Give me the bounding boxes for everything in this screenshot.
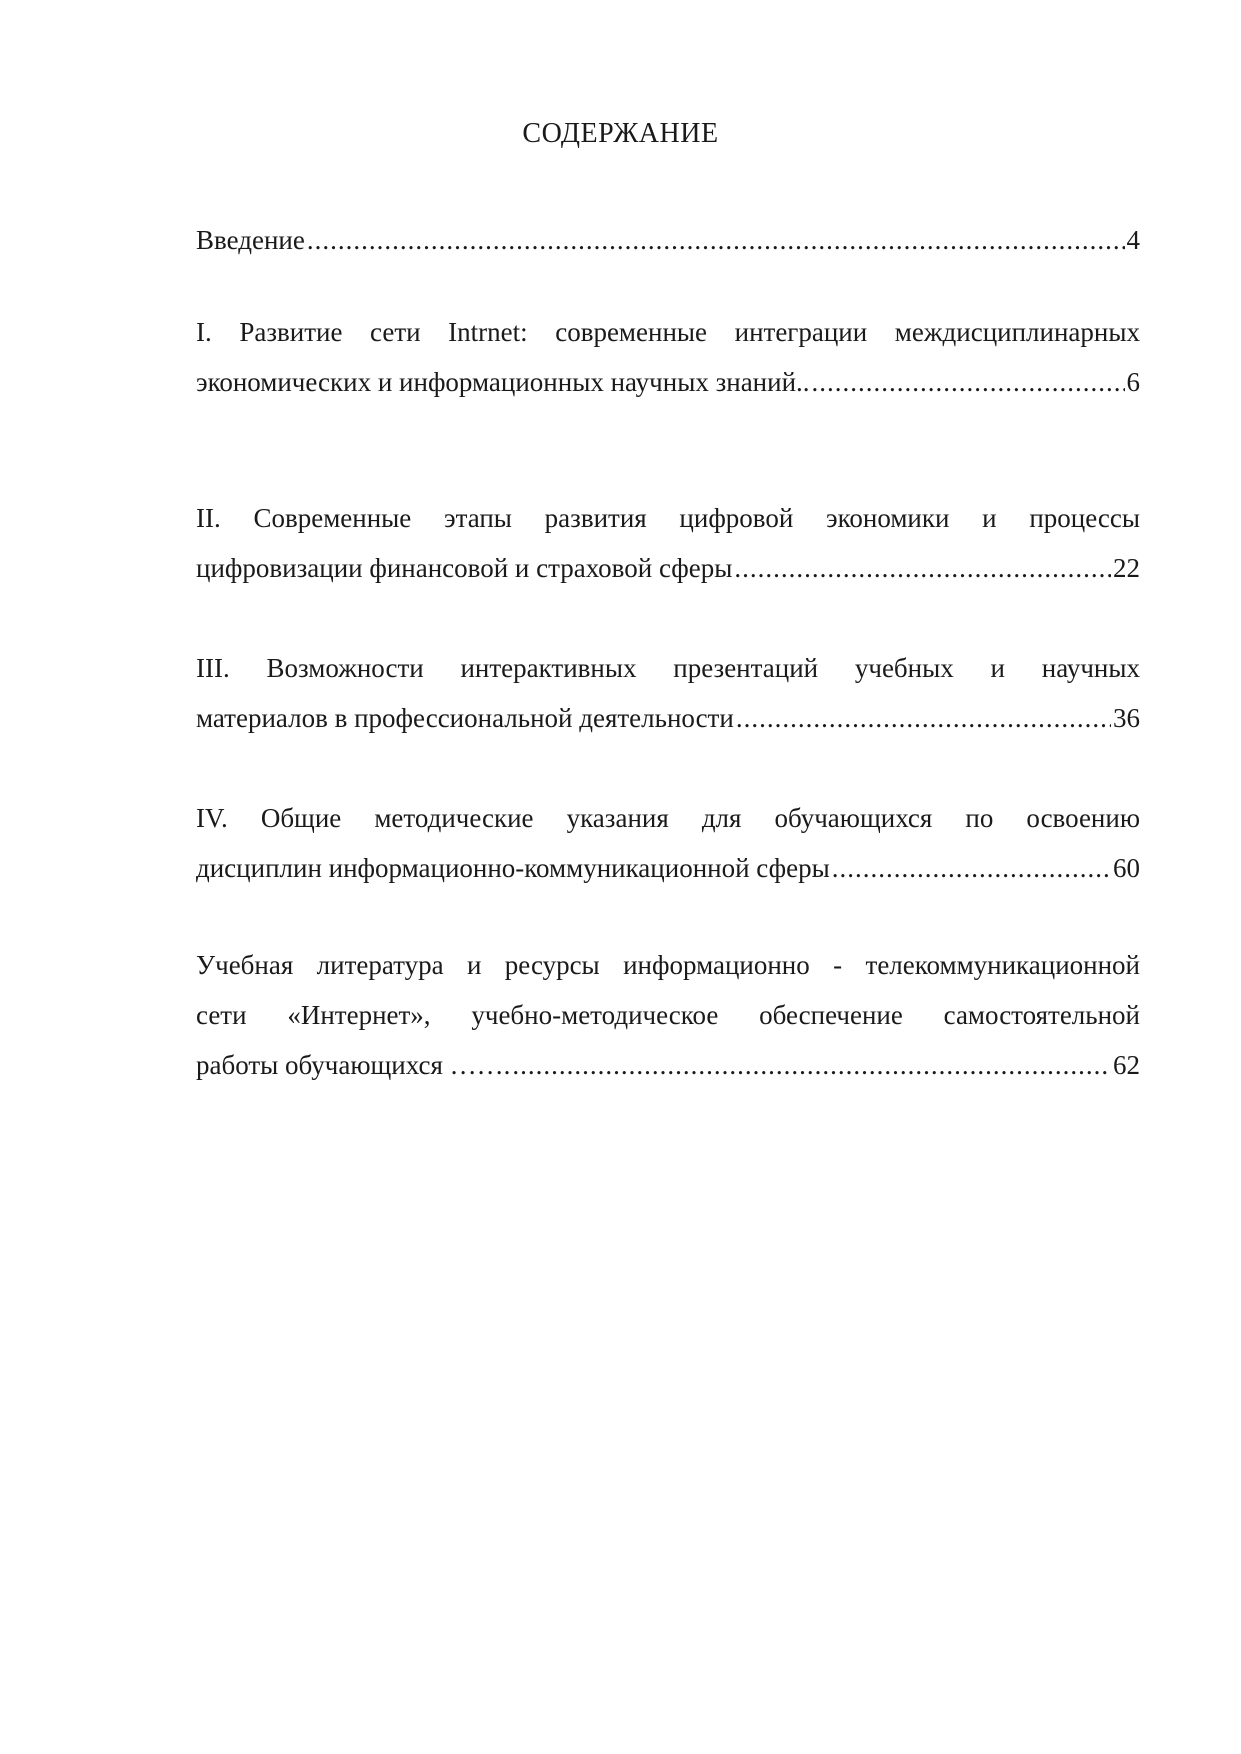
page-number: 60 [1113,853,1140,883]
dot-leader [307,215,1125,265]
toc-entry-line [196,357,1140,407]
page-number: 6 [1126,367,1140,397]
toc-entry-line: II. Современные этапы развития цифровой экономики и процессы [196,503,1140,533]
toc-entry-line: Учебная литература и ресурсы информационно - телекоммуникационной [196,950,1140,980]
toc-entry-line [196,215,1140,265]
toc-entry-line [196,693,1140,743]
toc-entry-title: материалов в профессиональной деятельности [196,703,734,733]
dot-leader [734,543,1111,593]
toc-entry-line: III. Возможности интерактивных презентаций учебных и научных [196,653,1140,683]
toc-entry-chapter-3[interactable] [196,643,1140,743]
dot-leader [812,357,1125,407]
toc-entry-line: IV. Общие методические указания для обучающихся по освоению [196,803,1140,833]
toc-entry-chapter-2[interactable] [196,493,1140,593]
toc-entry-chapter-1[interactable] [196,307,1140,407]
toc-entry-literature[interactable] [196,940,1140,1090]
dot-leader [832,843,1111,893]
toc-entry-title: дисциплин информационно-коммуникационной сферы [196,853,830,883]
dot-leader [736,693,1111,743]
page-number: 62 [1113,1050,1140,1080]
toc-entry-line [196,543,1140,593]
toc-entry-introduction[interactable] [196,215,1140,265]
toc-entry-line [196,1040,1140,1090]
toc-entry-title: работы обучающихся ……. [196,1050,511,1080]
page-number: 4 [1126,225,1140,255]
toc-entry-line: сети «Интернет», учебно-методическое обеспечение самостоятельной [196,1000,1140,1030]
dot-leader [512,1040,1111,1090]
toc-entry-chapter-4[interactable] [196,793,1140,893]
toc-entry-title: Введение [196,225,305,255]
page-title: СОДЕРЖАНИЕ [522,118,719,149]
page-number: 36 [1113,703,1140,733]
toc-entry-line: I. Развитие сети Intrnet: современные интеграции междисциплинарных [196,317,1140,347]
toc-entry-line [196,843,1140,893]
toc-entry-title: цифровизации финансовой и страховой сферы [196,553,733,583]
toc-entry-title: экономических и информационных научных знаний.. [196,367,810,397]
page-number: 22 [1113,553,1140,583]
